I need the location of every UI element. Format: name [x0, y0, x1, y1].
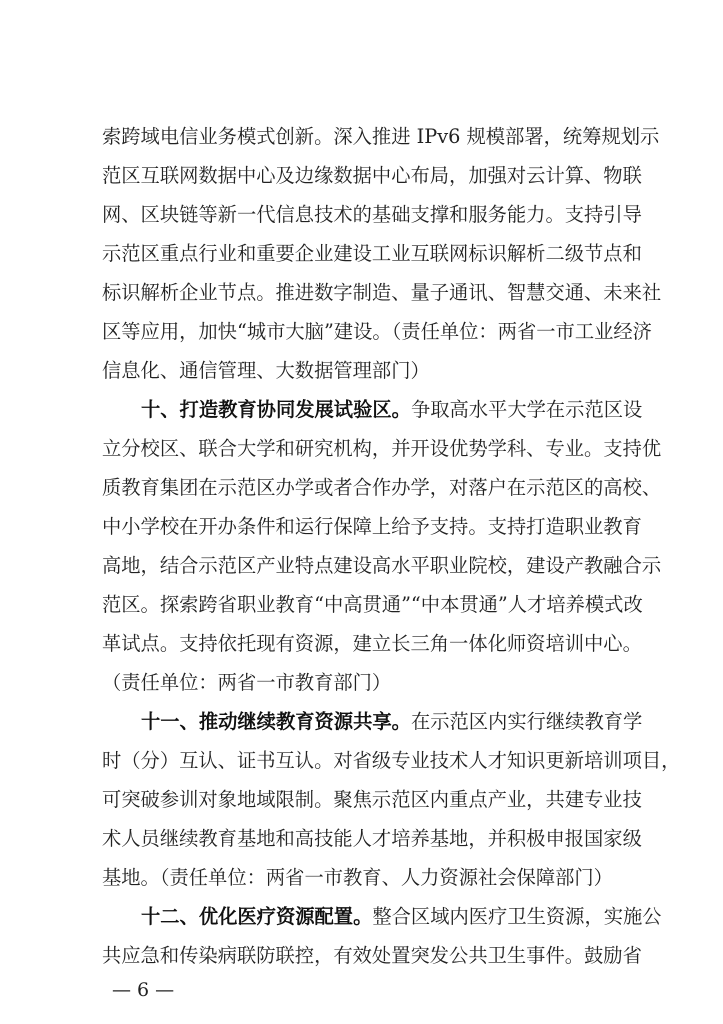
body-text-line: 中小学校在开办条件和运行保障上给予支持。支持打造职业教育 — [102, 515, 642, 538]
body-text-line: （责任单位：两省一市教育部门） — [102, 671, 392, 694]
body-text-line: 可突破参训对象地域限制。聚焦示范区内重点产业，共建专业技 — [102, 788, 642, 811]
section-12-first-line: 十二、优化医疗资源配置。整合区域内医疗卫生资源，实施公 — [141, 905, 662, 928]
body-text-line: 术人员继续教育基地和高技能人才培养基地，并积极申报国家级 — [102, 827, 642, 850]
body-text-line: 标识解析企业节点。推进数字制造、量子通讯、智慧交通、未来社 — [102, 281, 662, 304]
body-text-line: 范区互联网数据中心及边缘数据中心布局，加强对云计算、物联 — [102, 164, 642, 187]
body-text-line: 信息化、通信管理、大数据管理部门） — [102, 359, 430, 382]
section-heading: 十二、优化医疗资源配置。 — [141, 905, 373, 928]
section-10-first-line: 十、打造教育协同发展试验区。争取高水平大学在示范区设 — [141, 398, 643, 421]
section-heading: 十、打造教育协同发展试验区。 — [141, 398, 411, 421]
body-text-line: 网、区块链等新一代信息技术的基础支撑和服务能力。支持引导 — [102, 203, 642, 226]
body-text-line: 高地，结合示范区产业特点建设高水平职业院校，建设产教融合示 — [102, 554, 662, 577]
page-number: — 6 — — [112, 979, 175, 1001]
body-text-line: 示范区重点行业和重要企业建设工业互联网标识解析二级节点和 — [102, 242, 642, 265]
body-text-line: 基地。（责任单位：两省一市教育、人力资源社会保障部门） — [102, 866, 613, 889]
body-text-line: 共应急和传染病联防联控，有效处置突发公共卫生事件。鼓励省 — [102, 944, 642, 967]
body-text-line: 质教育集团在示范区办学或者合作办学，对落户在示范区的高校、 — [102, 476, 662, 499]
body-text-line: 革试点。支持依托现有资源，建立长三角一体化师资培训中心。 — [102, 632, 642, 655]
body-text-line: 立分校区、联合大学和研究机构，并开设优势学科、专业。支持优 — [102, 437, 662, 460]
body-text-line: 范区。探索跨省职业教育“中高贯通”“中本贯通”人才培养模式改 — [102, 593, 643, 616]
body-text-line: 区等应用，加快“城市大脑”建设。（责任单位：两省一市工业经济 — [102, 320, 652, 343]
section-11-first-line: 十一、推动继续教育资源共享。在示范区内实行继续教育学 — [141, 710, 643, 733]
body-text-line: 索跨域电信业务模式创新。深入推进 IPv6 规模部署，统筹规划示 — [102, 125, 660, 148]
body-text-line: 时（分）互认、证书互认。对省级专业技术人才知识更新培训项目， — [102, 749, 681, 772]
section-heading: 十一、推动继续教育资源共享。 — [141, 710, 411, 733]
